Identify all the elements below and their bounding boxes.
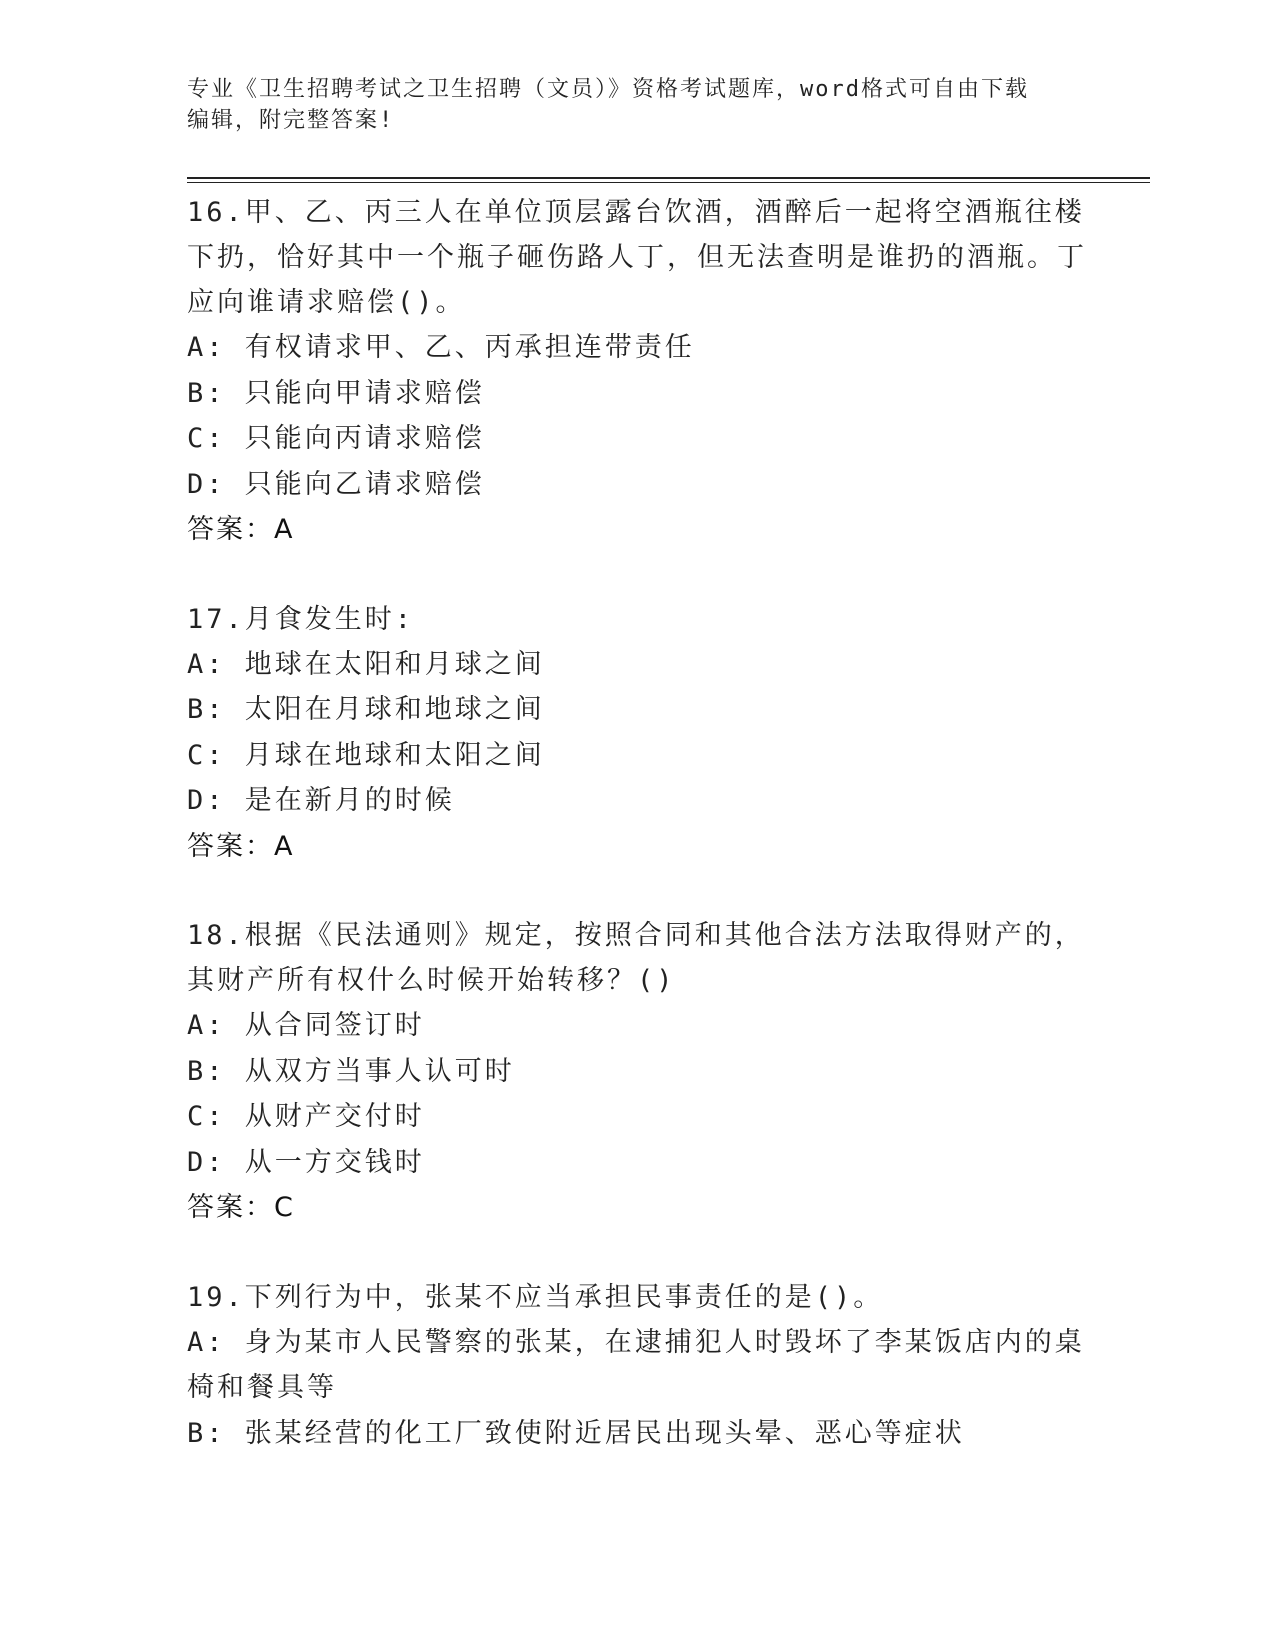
option-d: D: 从一方交钱时	[187, 1146, 425, 1178]
question-19	[187, 1275, 1087, 1457]
option-b: B: 太阳在月球和地球之间	[187, 694, 545, 725]
option-b: B: 从双方当事人认可时	[187, 1055, 515, 1087]
question-17	[187, 597, 1087, 870]
option-a: A: 有权请求甲、乙、丙承担连带责任	[187, 332, 695, 363]
question-16	[187, 190, 1087, 553]
option-c: C: 只能向丙请求赔偿	[187, 423, 485, 454]
question-stem: 16.甲、乙、丙三人在单位顶层露台饮酒，酒醉后一起将空酒瓶往楼下扔，恰好其中一个瓶子砸伤路人丁，但无法查明是谁扔的酒瓶。丁应向谁请求赔偿()。	[187, 197, 1087, 318]
question-stem: 19.下列行为中，张某不应当承担民事责任的是()。	[187, 1281, 884, 1313]
header-line-1: 专业《卫生招聘考试之卫生招聘（文员）》资格考试题库，word格式可自由下载	[187, 77, 1029, 102]
question-spacer	[187, 869, 1087, 913]
header-divider-thick	[187, 177, 1150, 179]
question-stem: 18.根据《民法通则》规定，按照合同和其他合法方法取得财产的，其财产所有权什么时候开始转移？()	[187, 920, 1085, 996]
question-spacer	[187, 1231, 1087, 1275]
question-spacer	[187, 553, 1087, 597]
question-list	[187, 190, 1087, 1456]
question-stem: 17.月食发生时:	[187, 603, 415, 635]
question-18	[187, 913, 1087, 1231]
answer-line: 答案：A	[187, 830, 295, 862]
option-a: A: 从合同签订时	[187, 1010, 425, 1041]
option-c: C: 从财产交付时	[187, 1101, 425, 1132]
answer-line: 答案：C	[187, 1192, 295, 1223]
header-line-2: 编辑，附完整答案!	[187, 108, 395, 133]
header-divider-thin	[187, 182, 1150, 183]
option-d: D: 是在新月的时候	[187, 785, 455, 816]
option-d: D: 只能向乙请求赔偿	[187, 468, 485, 500]
option-a: A: 地球在太阳和月球之间	[187, 648, 545, 680]
answer-line: 答案：A	[187, 514, 295, 545]
option-b: B: 张某经营的化工厂致使附近居民出现头晕、恶心等症状	[187, 1417, 965, 1449]
option-a: A: 身为某市人民警察的张某，在逮捕犯人时毁坏了李某饭店内的桌椅和餐具等	[187, 1326, 1085, 1403]
option-c: C: 月球在地球和太阳之间	[187, 739, 545, 771]
option-b: B: 只能向甲请求赔偿	[187, 377, 485, 409]
document-header	[187, 74, 1067, 136]
